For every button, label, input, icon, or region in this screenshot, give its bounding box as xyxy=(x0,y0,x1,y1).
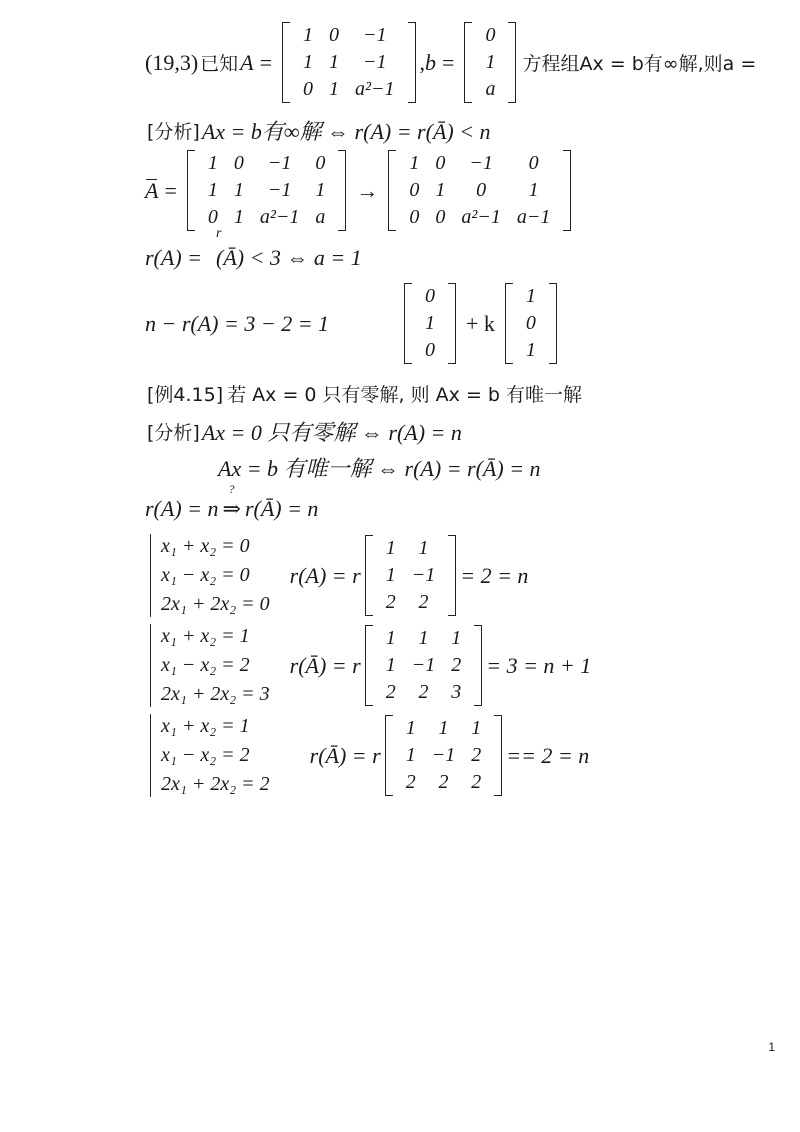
system-3 xyxy=(145,712,589,799)
reduction-arrow: → xyxy=(356,177,379,203)
equation: x₁ + x₂ = 1 xyxy=(161,625,250,647)
implication-arrow: ⇒ xyxy=(222,496,241,521)
system-1-matrix xyxy=(365,535,457,616)
matrix-grid xyxy=(195,150,339,231)
matrix-grid xyxy=(290,22,408,103)
matrix-cell: 0 xyxy=(233,152,244,174)
equation-list xyxy=(161,532,270,619)
implication-right: r(Ā) = n xyxy=(244,496,319,521)
matrix-cell: 0 xyxy=(485,24,496,46)
matrix-cell: 1 xyxy=(385,654,396,676)
matrix-cell: 0 xyxy=(425,285,435,307)
matrix-cell: 1 xyxy=(425,312,435,334)
equation: 2x₁ + 2x₂ = 3 xyxy=(161,683,270,705)
r-annotation: r xyxy=(216,226,222,241)
given-text: 已知 xyxy=(200,53,239,75)
implication-left: r(A) = n xyxy=(145,496,219,521)
system-3-equations xyxy=(145,712,270,799)
system-2-result: = 3 = n + 1 xyxy=(486,652,592,678)
matrix-cell: a²−1 xyxy=(461,206,501,228)
example-tag: [例4.15] xyxy=(147,384,224,406)
system-2-matrix xyxy=(365,625,483,706)
matrix-grid xyxy=(412,283,448,364)
matrix-cell: 1 xyxy=(409,152,420,174)
comma: , xyxy=(419,49,426,75)
analysis-line-1 xyxy=(145,115,491,146)
matrix-cell: 1 xyxy=(329,78,340,100)
analysis2-line2: Ax = b 有唯一解 ⇔ r(A) = r(Ā) = n xyxy=(218,456,541,481)
matrix-cell: 2 xyxy=(418,681,429,703)
equation-list xyxy=(161,622,270,709)
equation-list xyxy=(161,712,270,799)
left-bracket xyxy=(365,625,373,706)
matrix-cell: −1 xyxy=(267,179,292,201)
left-bracket xyxy=(464,22,472,103)
example-text: 若 Ax = 0 只有零解, 则 Ax = b 有唯一解 xyxy=(227,384,583,406)
matrix-cell: −1 xyxy=(411,564,436,586)
matrix-cell: 1 xyxy=(303,51,314,73)
vector-b-var: b xyxy=(425,49,437,75)
nullity-text: n − r(A) = 3 − 2 = 1 xyxy=(145,310,330,336)
matrix-grid xyxy=(396,150,563,231)
matrix-cell: 1 xyxy=(385,564,396,586)
matrix-cell: 2 xyxy=(438,771,449,793)
system-3-result: == 2 = n xyxy=(506,742,590,768)
system-2-equations xyxy=(145,622,270,709)
left-bracket xyxy=(187,150,195,231)
system-1-result: = 2 = n xyxy=(460,562,529,588)
right-bracket xyxy=(549,283,557,364)
matrix-cell: −1 xyxy=(411,654,436,676)
analysis-line-3 xyxy=(218,452,541,483)
matrix-cell: 2 xyxy=(451,654,462,676)
system-2-prefix: r(Ā) = r xyxy=(289,652,361,678)
matrix-cell: 1 xyxy=(385,627,396,649)
matrix-cell: 1 xyxy=(207,152,218,174)
matrix-cell: 1 xyxy=(438,717,449,739)
matrix-grid xyxy=(513,283,549,364)
matrix-cell: 2 xyxy=(385,591,396,613)
left-brace xyxy=(145,622,155,709)
equals-sign-aug: = xyxy=(164,177,177,203)
right-bracket xyxy=(474,625,482,706)
page-number: 1 xyxy=(768,1040,775,1054)
example-line xyxy=(145,380,584,407)
augmented-matrix-left xyxy=(187,150,347,231)
analysis-tag: [分析] xyxy=(147,121,200,143)
equation: x₁ − x₂ = 0 xyxy=(161,564,250,586)
matrix-cell: 1 xyxy=(471,717,482,739)
matrix-cell: 1 xyxy=(385,537,396,559)
a-bar-symbol: A xyxy=(145,177,159,203)
left-bracket xyxy=(365,535,373,616)
matrix-cell: 0 xyxy=(425,339,435,361)
rank-left: r(A) = xyxy=(145,245,202,270)
right-bracket xyxy=(448,535,456,616)
equation: x₁ − x₂ = 2 xyxy=(161,654,250,676)
implication-line xyxy=(145,482,319,522)
matrix-a xyxy=(282,22,416,103)
matrix-cell: −1 xyxy=(267,152,292,174)
matrix-cell: 1 xyxy=(528,179,539,201)
left-bracket xyxy=(404,283,412,364)
matrix-cell: 1 xyxy=(303,24,314,46)
matrix-cell: 1 xyxy=(485,51,496,73)
analysis-line-2 xyxy=(145,416,462,447)
matrix-cell: 2 xyxy=(405,771,416,793)
equals-sign: = xyxy=(259,49,273,75)
matrix-cell: 2 xyxy=(471,744,482,766)
matrix-cell: a²−1 xyxy=(355,78,395,100)
left-bracket xyxy=(388,150,396,231)
system-3-matrix xyxy=(385,715,503,796)
matrix-cell: 1 xyxy=(435,179,446,201)
augmented-line xyxy=(145,150,575,231)
system-1 xyxy=(145,532,528,619)
rank-mid: (Ā) < 3 ⇔ a = 1 xyxy=(216,245,362,270)
matrix-cell: 0 xyxy=(435,206,446,228)
matrix-cell: 1 xyxy=(329,51,340,73)
equation: 2x₁ + 2x₂ = 0 xyxy=(161,593,270,615)
matrix-cell: 0 xyxy=(315,152,326,174)
matrix-cell: 2 xyxy=(418,591,429,613)
matrix-cell: 1 xyxy=(405,744,416,766)
nullity-line xyxy=(145,283,561,364)
matrix-grid xyxy=(373,535,449,616)
matrix-cell: a²−1 xyxy=(259,206,300,228)
matrix-cell: −1 xyxy=(363,51,387,73)
right-bracket xyxy=(408,22,416,103)
question-mark: ? xyxy=(228,482,235,496)
right-bracket xyxy=(508,22,516,103)
system-2 xyxy=(145,622,591,709)
matrix-cell: 0 xyxy=(409,179,420,201)
implication-arrow-wrap xyxy=(222,482,241,522)
analysis-tag-2: [分析] xyxy=(147,422,200,444)
system-3-prefix: r(Ā) = r xyxy=(309,742,381,768)
right-bracket xyxy=(494,715,502,796)
matrix-grid xyxy=(393,715,495,796)
system-1-prefix: r(A) = r xyxy=(289,562,361,588)
vector-b xyxy=(464,22,516,103)
matrix-cell: 1 xyxy=(525,285,536,307)
matrix-cell: 0 xyxy=(303,78,314,100)
left-bracket xyxy=(385,715,393,796)
equation: x₁ − x₂ = 2 xyxy=(161,744,250,766)
augmented-matrix-right xyxy=(388,150,571,231)
matrix-cell: 1 xyxy=(233,206,244,228)
left-brace xyxy=(145,532,155,619)
problem-line xyxy=(145,22,758,103)
equation: x₁ + x₂ = 0 xyxy=(161,535,250,557)
equals-sign-b: = xyxy=(442,49,455,75)
matrix-cell: 1 xyxy=(418,627,429,649)
matrix-cell: 1 xyxy=(418,537,429,559)
equation: 2x₁ + 2x₂ = 2 xyxy=(161,773,270,795)
matrix-cell: a xyxy=(485,78,496,100)
matrix-grid xyxy=(472,22,508,103)
rank-line xyxy=(145,245,362,271)
matrix-cell: −1 xyxy=(469,152,493,174)
matrix-cell: −1 xyxy=(363,24,387,46)
matrix-cell: 0 xyxy=(207,206,218,228)
system-1-equations xyxy=(145,532,270,619)
matrix-cell: 2 xyxy=(471,771,482,793)
matrix-cell: 0 xyxy=(525,312,536,334)
matrix-cell: 1 xyxy=(525,339,536,361)
equation: x₁ + x₂ = 1 xyxy=(161,715,250,737)
matrix-a-var: A xyxy=(240,49,254,75)
matrix-cell: 0 xyxy=(476,179,487,201)
plus-k: + k xyxy=(466,310,495,336)
particular-solution-vector xyxy=(404,283,456,364)
matrix-cell: 1 xyxy=(405,717,416,739)
left-bracket xyxy=(282,22,290,103)
problem-label: (19,3) xyxy=(145,49,199,75)
right-bracket xyxy=(563,150,571,231)
right-bracket xyxy=(448,283,456,364)
matrix-cell: a−1 xyxy=(516,206,551,228)
matrix-cell: 0 xyxy=(435,152,446,174)
analysis-text: Ax = b有∞解 ⇔ r(A) = r(Ā) < n xyxy=(201,119,491,144)
left-brace xyxy=(145,712,155,799)
matrix-cell: 1 xyxy=(451,627,462,649)
matrix-cell: 1 xyxy=(233,179,244,201)
matrix-cell: 3 xyxy=(451,681,462,703)
matrix-cell: −1 xyxy=(431,744,456,766)
matrix-cell: 0 xyxy=(329,24,340,46)
matrix-cell: 0 xyxy=(528,152,539,174)
matrix-cell: 1 xyxy=(207,179,218,201)
left-bracket xyxy=(505,283,513,364)
matrix-grid xyxy=(373,625,475,706)
matrix-cell: 1 xyxy=(315,179,326,201)
basis-vector xyxy=(505,283,557,364)
right-bracket xyxy=(338,150,346,231)
matrix-cell: a xyxy=(315,206,326,228)
matrix-cell: 0 xyxy=(409,206,420,228)
analysis2-line1: Ax = 0 只有零解 ⇔ r(A) = n xyxy=(201,420,462,445)
matrix-cell: 2 xyxy=(385,681,396,703)
problem-question: 方程组Ax = b有∞解,则a = xyxy=(522,53,757,75)
